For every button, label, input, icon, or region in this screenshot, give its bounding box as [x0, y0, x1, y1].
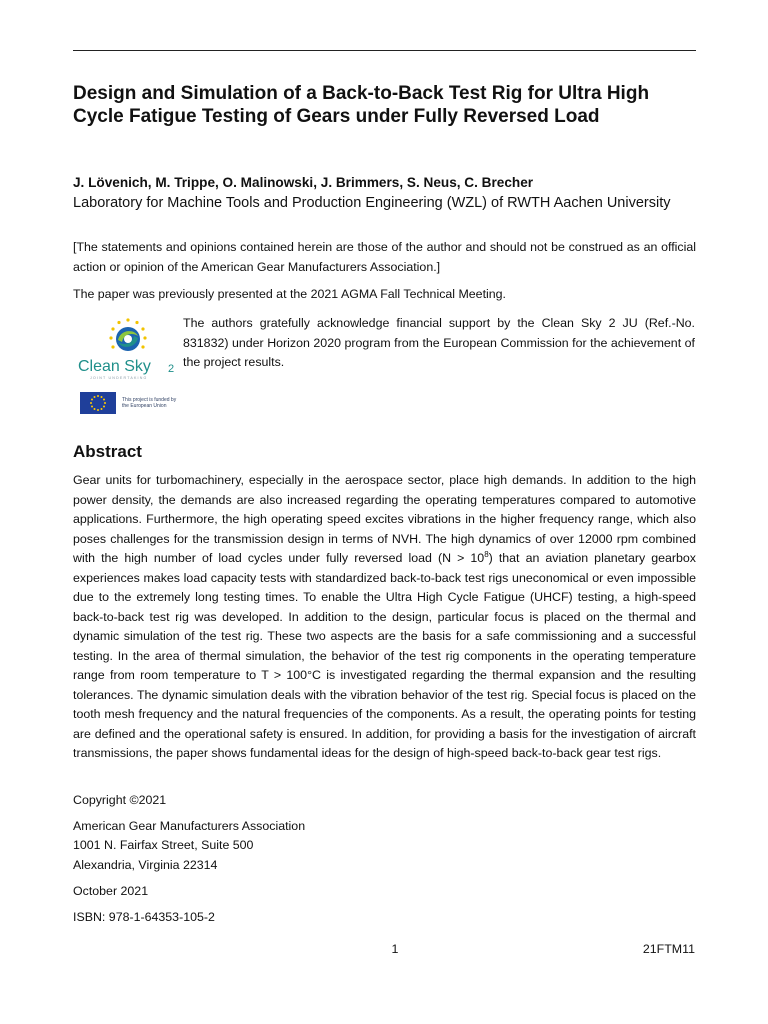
eu-funding-text: This project is funded by the European Union — [122, 397, 177, 409]
copyright: Copyright ©2021 — [73, 793, 167, 807]
clean-sky-logo — [76, 316, 180, 382]
exponent: 8 — [484, 549, 489, 559]
abstract-text-part-1: Gear units for turbomachinery, especially in the aerospace sector, place high demands. In addition to the high power density, the demands are also increased regarding the operating temperatures compared to automotive applications. Furthermore, the high operating speed excites vibrations in the higher frequency range, which also poses challenges for the transmission design in terms of NVH. The high dynamics of over 12000 rpm combined with the high number of load cycles under fully reversed load (N > 10 — [73, 473, 696, 565]
document-code: 21FTM11 — [642, 942, 695, 956]
eu-funding-badge — [80, 392, 180, 414]
publisher-city: Alexandria, Virginia 22314 — [73, 858, 218, 872]
publisher-street: 1001 N. Fairfax Street, Suite 500 — [73, 838, 254, 852]
top-rule — [73, 50, 696, 51]
clean-sky-swirl-icon — [116, 327, 140, 351]
disclaimer: [The statements and opinions contained herein are those of the author and should not be construed as an official action or opinion of the American Gear Manufacturers Association.] — [73, 240, 696, 274]
affiliation: Laboratory for Machine Tools and Production Engineering (WZL) of RWTH Aachen University — [73, 195, 671, 211]
publication-date: October 2021 — [73, 884, 149, 898]
eu-flag-icon — [80, 392, 116, 414]
isbn: ISBN: 978-1-64353-105-2 — [73, 910, 215, 924]
page-number: 1 — [391, 942, 399, 956]
clean-sky-number: 2 — [168, 363, 175, 375]
author-list: J. Lövenich, M. Trippe, O. Malinowski, J. Brimmers, S. Neus, C. Brecher — [73, 175, 534, 190]
abstract-text-part-2: ) that an aviation planetary gearbox experiences makes load capacity tests with standardized back-to-back test rigs uneconomical or even impossible due to the extremely long testing times. To enable the Ultra High Cycle Fatigue (UHCF) testing, a high-speed back-to-back test rig was developed. In addition to the design, particular focus is placed on the thermal and dynamic simulation of the test rig. These two aspects are the basis for a safe commissioning and a successful testing. In the area of thermal simulation, the behavior of the test rig components in the operating temperature range from room temperature to T > 100°C is investigated regarding the thermal expansion and the resulting tolerances. The dynamic simulation deals with the vibration behavior of the test rig. Special focus is placed on the tooth mesh frequency and the natural frequencies of the components. As a result, the operating points for testing are defined and the operational safety is ensured. In addition, for providing a basis for the investigation of aircraft transmissions, the paper shows fundamental ideas for the design of high-speed back-to-back gear test rigs. — [73, 551, 696, 760]
acknowledgement: The authors gratefully acknowledge financial support by the Clean Sky 2 JU (Ref.-No. 831832) under Horizon 2020 program from the European Commission for the achievement of the project results. — [183, 316, 695, 369]
funding-logos — [76, 316, 180, 416]
abstract-heading: Abstract — [73, 442, 142, 461]
paper-title: Design and Simulation of a Back-to-Back Test Rig for Ultra High Cycle Fatigue Testing of Gears under Fully Reversed Load — [73, 83, 650, 127]
presented-note: The paper was previously presented at the 2021 AGMA Fall Technical Meeting. — [73, 287, 506, 301]
publisher-name: American Gear Manufacturers Association — [73, 819, 306, 833]
clean-sky-wordmark: Clean Sky — [78, 358, 151, 375]
clean-sky-tagline: JOINT UNDERTAKING — [90, 376, 148, 380]
abstract-body — [73, 471, 696, 764]
